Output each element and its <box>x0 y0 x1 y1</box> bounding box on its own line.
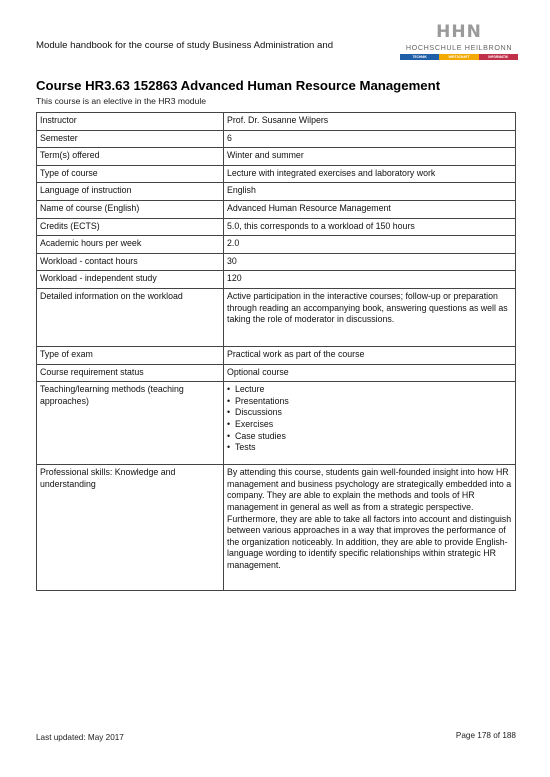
table-row <box>37 183 516 201</box>
row-value: 30 <box>224 253 516 271</box>
table-row <box>37 346 516 364</box>
logo-segment: TECHNIK <box>400 54 439 60</box>
table-row <box>37 200 516 218</box>
university-logo <box>400 24 518 64</box>
running-header: Module handbook for the course of study Business Administration and <box>36 40 334 51</box>
list-item: • Tests <box>227 442 512 454</box>
row-value: Active participation in the interactive courses; follow-up or preparation through reading an accompanying book, answering questions as well as taking the role of moderator in discussions. <box>224 288 516 346</box>
row-label: Course requirement status <box>37 364 224 382</box>
list-item: • Case studies <box>227 431 512 443</box>
row-value: By attending this course, students gain well-founded insight into how HR management and business psychology are strategically embedded into a company. They are able to explain the methods and tools of HR management in general as well as from a strategic perspective. Furthermore, they are able to take all factors into account and distinguish between various approaches in a way that improves the performance of the organization noticeably. In addition, they are able to provide English-language wording to identify specific relationships within strategic HR management. <box>224 465 516 591</box>
row-value: Optional course <box>224 364 516 382</box>
row-label: Semester <box>37 130 224 148</box>
page-number: Page 178 of 188 <box>455 731 516 740</box>
row-label: Language of instruction <box>37 183 224 201</box>
row-value: 120 <box>224 271 516 289</box>
course-info-table <box>36 112 516 591</box>
table-row-skills <box>37 465 516 591</box>
row-label: Teaching/learning methods (teaching approaches) <box>37 382 224 465</box>
logo-mark: HHN <box>436 22 482 42</box>
row-value: 5.0, this corresponds to a workload of 150 hours <box>224 218 516 236</box>
row-value: Winter and summer <box>224 148 516 166</box>
row-value: Prof. Dr. Susanne Wilpers <box>224 113 516 131</box>
table-row <box>37 218 516 236</box>
list-item: • Discussions <box>227 407 512 419</box>
row-label: Academic hours per week <box>37 236 224 254</box>
logo-color-bar <box>400 54 518 60</box>
row-label: Workload - contact hours <box>37 253 224 271</box>
row-value: Lecture with integrated exercises and laboratory work <box>224 165 516 183</box>
logo-segment: INFORMATIK <box>479 54 518 60</box>
row-label: Instructor <box>37 113 224 131</box>
table-row <box>37 113 516 131</box>
list-item: • Presentations <box>227 396 512 408</box>
methods-list <box>227 384 512 454</box>
row-label: Type of exam <box>37 346 224 364</box>
table-row-methods <box>37 382 516 465</box>
row-label: Workload - independent study <box>37 271 224 289</box>
row-label: Credits (ECTS) <box>37 218 224 236</box>
logo-segment: WIRTSCHAFT <box>439 54 478 60</box>
table-row <box>37 130 516 148</box>
last-updated: Last updated: May 2017 <box>36 733 124 742</box>
row-label: Type of course <box>37 165 224 183</box>
row-label: Name of course (English) <box>37 200 224 218</box>
row-value: English <box>224 183 516 201</box>
table-row <box>37 148 516 166</box>
row-value: Advanced Human Resource Management <box>224 200 516 218</box>
table-row <box>37 364 516 382</box>
row-label: Professional skills: Knowledge and understanding <box>37 465 224 591</box>
row-label: Term(s) offered <box>37 148 224 166</box>
table-row <box>37 288 516 346</box>
list-item: • Lecture <box>227 384 512 396</box>
list-item: • Exercises <box>227 419 512 431</box>
table-row <box>37 236 516 254</box>
table-row <box>37 165 516 183</box>
row-value: 6 <box>224 130 516 148</box>
table-row <box>37 253 516 271</box>
row-value: 2.0 <box>224 236 516 254</box>
course-title: Course HR3.63 152863 Advanced Human Resource Management <box>36 78 441 93</box>
row-value <box>224 382 516 465</box>
row-value: Practical work as part of the course <box>224 346 516 364</box>
course-subtitle: This course is an elective in the HR3 module <box>36 96 207 106</box>
row-label: Detailed information on the workload <box>37 288 224 346</box>
table-row <box>37 271 516 289</box>
logo-name: HOCHSCHULE HEILBRONN <box>405 43 513 52</box>
